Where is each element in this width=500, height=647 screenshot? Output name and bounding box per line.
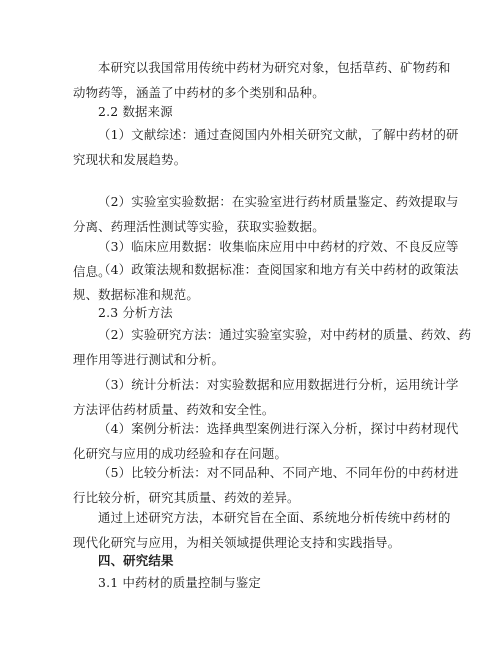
text-line: 究现状和发展趋势。 — [73, 152, 187, 167]
text-line: 信息。 — [73, 264, 111, 279]
text-line: 动物药等，涵盖了中药材的多个类别和品种。 — [73, 85, 325, 100]
paragraph-data-source-2 — [73, 189, 459, 239]
text-line: （2）实验室实验数据：在实验室进行药材质量鉴定、药效提取与 — [98, 194, 459, 209]
text-line: （4）政策法规和数据标准：查阅国家和地方有关中药材的政策法 — [98, 262, 459, 277]
text-line: 方法评估药材质量、药效和安全性。 — [73, 402, 275, 417]
paragraph-method-5 — [73, 460, 459, 510]
paragraph-method-2 — [73, 322, 472, 372]
text-line: （4）案例分析法：选择典型案例进行深入分析，探讨中药材现代 — [98, 421, 459, 436]
text-line: 分离、药理活性测试等实验，获取实验数据。 — [73, 219, 325, 234]
paragraph-method-4 — [73, 416, 459, 466]
text-line: 化研究与应用的成功经验和存在问题。 — [73, 446, 288, 461]
text-line: （1）文献综述：通过查阅国内外相关研究文献，了解中药材的研 — [98, 127, 459, 142]
text-line: （5）比较分析法：对不同品种、不同产地、不同年份的中药材进 — [98, 465, 459, 480]
section-heading-2-2 — [73, 99, 429, 124]
section-title: 2.2 数据来源 — [98, 104, 173, 119]
text-line: （3）临床应用数据：收集临床应用中中药材的疗效、不良反应等 — [98, 239, 459, 254]
text-line: （3）统计分析法：对实验数据和应用数据进行分析，运用统计学 — [98, 377, 459, 392]
paragraph-intro — [73, 55, 451, 105]
section-heading-3-1 — [73, 570, 429, 595]
paragraph-method-3 — [73, 372, 459, 422]
text-line: （2）实验研究方法：通过实验室实验，对中药材的质量、药效、药 — [98, 327, 472, 342]
section-title: 2.3 分析方法 — [98, 305, 173, 320]
section-title: 3.1 中药材的质量控制与鉴定 — [98, 575, 261, 590]
text-line: 行比较分析，研究其质量、药效的差异。 — [73, 490, 300, 505]
paragraph-data-source-1 — [73, 122, 459, 172]
section-title: 四、研究结果 — [98, 553, 174, 568]
text-line: 理作用等进行测试和分析。 — [73, 352, 225, 367]
text-line: 现代化研究与应用，为相关领域提供理论支持和实践指导。 — [73, 535, 401, 550]
text-line: 规、数据标准和规范。 — [73, 287, 199, 302]
text-line: 通过上述研究方法，本研究旨在全面、系统地分析传统中药材的 — [98, 510, 451, 525]
text-line: 本研究以我国常用传统中药材为研究对象，包括草药、矿物药和 — [98, 60, 451, 75]
